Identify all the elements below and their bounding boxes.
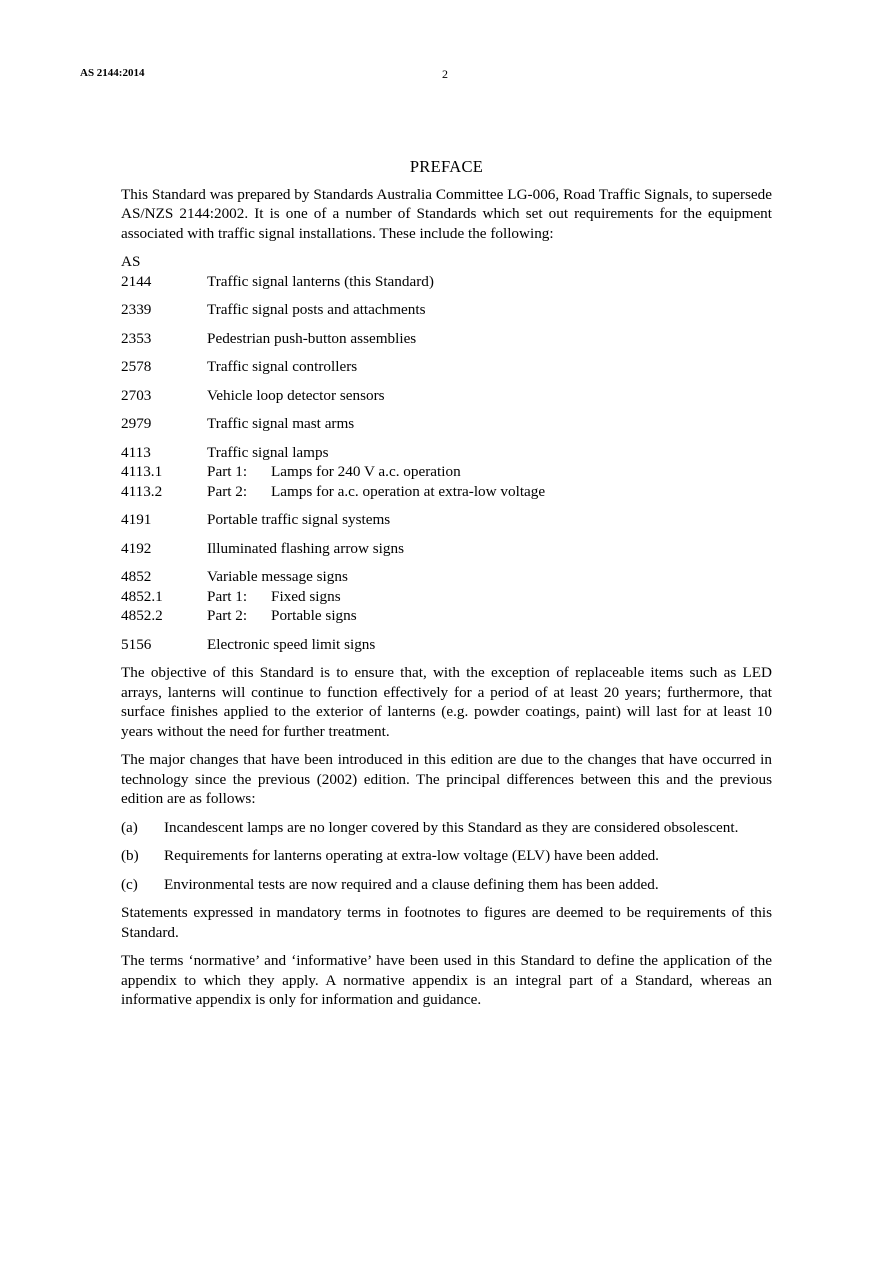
page-content: [121, 157, 772, 1019]
standard-row: [121, 567, 772, 587]
changes-list: [121, 818, 772, 895]
document-id: AS 2144:2014: [80, 67, 145, 79]
standard-row: [121, 606, 772, 626]
standard-group: [121, 510, 772, 530]
standard-title: Portable signs: [271, 607, 357, 624]
standard-part: Part 2:: [207, 482, 248, 500]
standard-title: Vehicle loop detector sensors: [207, 386, 385, 404]
standard-number: 5156: [121, 635, 152, 653]
page-title: PREFACE: [409, 157, 484, 176]
change-text: Environmental tests are now required and a clause defining them has been added.: [164, 875, 659, 893]
change-item: [121, 875, 772, 895]
standard-row: [121, 329, 772, 349]
standard-part: Part 2:: [207, 607, 248, 624]
standard-title: Pedestrian push-button assemblies: [207, 329, 417, 347]
standard-group: [121, 357, 772, 377]
standard-group: [121, 386, 772, 406]
standard-row: [121, 414, 772, 434]
standard-number: 4852.1: [121, 587, 163, 605]
standards-list: [121, 272, 772, 655]
change-label: (a): [121, 818, 138, 836]
intro-paragraph: This Standard was prepared by Standards Australia Committee LG-006, Road Traffic Signals, to supersede AS/NZS 2144:2002. It is one of a number of Standards which set out requirements for the equipment associated with traffic signal installations. These include the following:: [121, 185, 772, 242]
standard-group: [121, 329, 772, 349]
standard-title: Traffic signal lamps: [207, 443, 329, 461]
changes-intro-paragraph: The major changes that have been introduced in this edition are due to the changes that have occurred in technology since the previous (2002) edition. The principal differences between this and the previous edition are as follows:: [121, 751, 772, 807]
change-label: (b): [121, 847, 139, 864]
standard-row: [121, 510, 772, 530]
standard-group: [121, 635, 772, 655]
standard-number: 4113.1: [121, 463, 163, 480]
standard-title: Illuminated flashing arrow signs: [207, 539, 404, 557]
standard-row: [121, 482, 772, 502]
standard-title: Lamps for a.c. operation at extra-low voltage: [271, 482, 546, 500]
standard-title: Traffic signal lanterns (this Standard): [207, 272, 434, 290]
statements-paragraph: Statements expressed in mandatory terms in footnotes to figures are deemed to be requirements of this Standard.: [121, 904, 772, 941]
objective-paragraph: The objective of this Standard is to ensure that, with the exception of replaceable items such as LED arrays, lanterns will continue to function effectively for a period of at least 20 years; furthermore, that surface finishes applied to the exterior of lanterns (e.g. powder coatings, paint) will last for at least 10 years without the need for further treatment.: [121, 664, 772, 740]
standard-row: [121, 635, 772, 655]
change-label: (c): [121, 875, 138, 893]
standard-title: Electronic speed limit signs: [207, 635, 376, 653]
standard-title: Traffic signal controllers: [207, 358, 358, 375]
standard-number: 2703: [121, 386, 152, 404]
standard-title: Portable traffic signal systems: [207, 511, 391, 528]
standard-part: Part 1:: [207, 463, 248, 480]
standard-row: [121, 300, 772, 320]
standard-row: [121, 357, 772, 377]
standard-row: [121, 443, 772, 463]
standard-number: 4113.2: [121, 482, 163, 500]
standard-number: 4113: [121, 443, 151, 461]
standard-group: [121, 443, 772, 502]
standard-group: [121, 567, 772, 626]
change-text: Requirements for lanterns operating at extra-low voltage (ELV) have been added.: [164, 847, 659, 864]
standard-number: 4852: [121, 568, 152, 585]
standard-row: [121, 539, 772, 559]
standard-title: Traffic signal posts and attachments: [207, 301, 426, 318]
standard-title: Lamps for 240 V a.c. operation: [271, 463, 461, 480]
page-number: 2: [442, 67, 448, 81]
standard-number: 2578: [121, 358, 152, 375]
standard-group: [121, 539, 772, 559]
standard-number: 4191: [121, 511, 152, 528]
change-text: Incandescent lamps are no longer covered by this Standard as they are considered obsolescent.: [164, 818, 739, 836]
standard-row: [121, 386, 772, 406]
terms-paragraph: The terms ‘normative’ and ‘informative’ have been used in this Standard to define the application of the appendix to which they apply. A normative appendix is an integral part of a Standard, whereas an informative appendix is only for information and guidance.: [121, 952, 772, 1008]
standard-number: 4852.2: [121, 607, 163, 624]
change-item: [121, 846, 772, 866]
standard-title: Variable message signs: [207, 568, 348, 585]
standards-list-heading: AS: [121, 253, 141, 270]
standard-group: [121, 300, 772, 320]
standard-row: [121, 272, 772, 292]
change-item: [121, 818, 772, 838]
standard-title: Traffic signal mast arms: [207, 415, 355, 432]
standard-number: 2339: [121, 301, 152, 318]
standard-part: Part 1:: [207, 587, 248, 605]
standard-group: [121, 272, 772, 292]
standard-number: 2144: [121, 272, 152, 290]
standard-title: Fixed signs: [271, 587, 341, 605]
standard-row: [121, 587, 772, 607]
standard-row: [121, 462, 772, 482]
standard-number: 2353: [121, 329, 152, 347]
standard-number: 4192: [121, 539, 152, 557]
standard-group: [121, 414, 772, 434]
standard-number: 2979: [121, 415, 152, 432]
